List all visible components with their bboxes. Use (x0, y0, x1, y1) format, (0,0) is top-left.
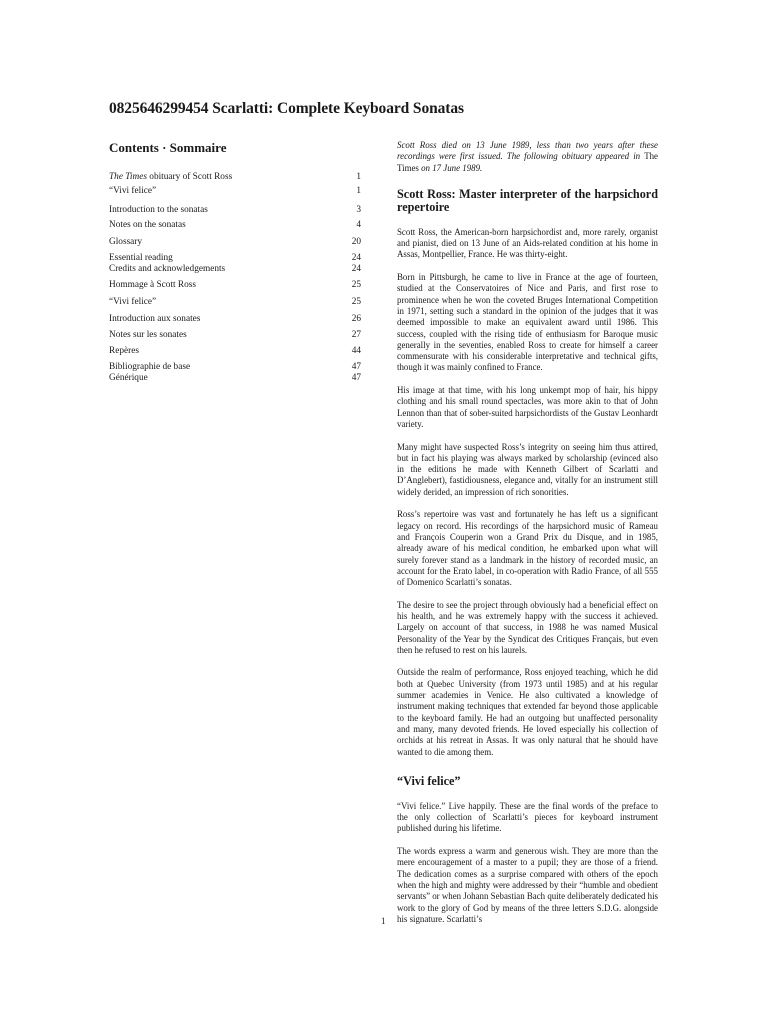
toc-entry-label: “Vivi felice” (109, 186, 157, 196)
toc-entry[interactable] (109, 172, 361, 184)
toc-entry-label: Glossary (109, 237, 143, 247)
article-paragraph: Born in Pittsburgh, he came to live in France at the age of fourteen, studied at the Conservatoires of Nice and Paris, and first rose to prominence when he won the coveted Bruges International Competition in 1971, setting such a standard in the opinion of the judges that it was deemed impossible to make an equivalent award until 1986. This success, coupled with the rising tide of enthusiasm for Baroque music generally in the seventies, enabled Ross to create for himself a career commensurate with his considerable interpretative and technical gifts, though it was mainly confined to France. (397, 272, 658, 373)
toc-entry-page: 44 (351, 346, 361, 356)
article-title: Scott Ross: Master interpreter of the harpsichord repertoire (397, 186, 658, 214)
toc-entry-label: obituary of Scott Ross (146, 172, 233, 182)
document-title: 0825646299454 Scarlatti: Complete Keyboard Sonatas (109, 100, 464, 117)
toc-entry-label: Repères (109, 346, 139, 356)
toc-entry[interactable] (109, 330, 361, 342)
toc-entry[interactable] (109, 297, 361, 309)
toc-entry[interactable] (109, 346, 361, 358)
toc-entry-page: 24 (351, 264, 361, 274)
section-paragraph: “Vivi felice.” Live happily. These are the final words of the preface to the only collection of Scarlatti’s pieces for keyboard instrument published during his lifetime. (397, 800, 658, 834)
toc-heading: Contents · Sommaire (109, 140, 227, 155)
toc-entry-page: 26 (351, 314, 361, 324)
toc-entry[interactable] (109, 253, 361, 265)
toc-entry[interactable] (109, 205, 361, 217)
toc-entry-page: 4 (356, 220, 361, 230)
toc-entry-label: Générique (109, 373, 148, 383)
section-paragraph: The words express a warm and generous wish. They are more than the mere encouragement of a master to a pupil; they are those of a friend. The dedication comes as a surprise compared with others of the epoch when the high and mighty were addressed by their “humble and obedient servants” or when Johann Sebastian Bach quite deliberately dedicated his work to the glory of God by means of the three letters S.D.G. alongside his signature. Scarlatti’s (397, 846, 658, 924)
toc-entry[interactable] (109, 280, 361, 292)
toc-entry-page: 1 (356, 172, 361, 182)
toc-entry-label-italic: The Times (109, 172, 147, 182)
article-paragraph: The desire to see the project through obviously had a beneficial effect on his health, and he was extremely happy with the success it achieved. Largely on account of that success, in 1988 he was named Musical Personality of the Year by the Syndicat des Critiques Français, but even then he refused to rest on his laurels. (397, 599, 658, 655)
obituary-intro (397, 140, 658, 174)
toc-entry[interactable] (109, 264, 361, 276)
toc-entry[interactable] (109, 314, 361, 326)
article-paragraph: Ross’s repertoire was vast and fortunately he has left us a significant legacy on record. His recordings of the harpsichord music of Rameau and François Couperin won a Grand Prix du Disque, and in 1985, already aware of his medical condition, he embarked upon what will surely forever stand as a landmark in the history of recorded music, an account for the Erato label, in co-operation with Radio France, of all 555 of Domenico Scarlatti’s sonatas. (397, 509, 658, 588)
intro-italic-text: Scott Ross died on 13 June 1989, less than two years after these recordings were first issued. The following obituary appeared in (397, 140, 658, 162)
toc-entry-label: Essential reading (109, 253, 173, 263)
page-number: 1 (381, 916, 386, 926)
toc-entry-label: Introduction aux sonates (109, 314, 201, 324)
intro-italic-end: on 17 June 1989. (418, 162, 483, 173)
toc-entry[interactable] (109, 220, 361, 232)
toc-entry-page: 47 (351, 373, 361, 383)
toc-entry-label: “Vivi felice” (109, 297, 157, 307)
article-paragraph: His image at that time, with his long unkempt mop of hair, his hippy clothing and his small round spectacles, was more akin to that of John Lennon than that of sober-suited harpsichordists of the Gustav Leonhardt variety. (397, 385, 658, 429)
toc-entry[interactable] (109, 186, 361, 198)
obituary-column (397, 140, 658, 936)
toc-entry[interactable] (109, 362, 361, 374)
article-paragraph: Scott Ross, the American-born harpsichordist and, more rarely, organist and pianist, died on 13 June of an Aids-related condition at his home in Assas, Montpellier, France. He was thirty-eight. (397, 226, 658, 260)
intro-publication-name: The Times (397, 151, 658, 173)
toc-entry-label: Introduction to the sonatas (109, 205, 208, 215)
section-title-vivi-felice: “Vivi felice” (397, 773, 461, 788)
article-paragraph: Outside the realm of performance, Ross enjoyed teaching, which he did both at Quebec University (from 1973 until 1985) and at his regular summer academies in Venice. He also cultivated a knowledge of instrument making techniques that extended far beyond those applicable to the keyboard family. He had an outgoing but unaffected personality and many, many devoted friends. He loved especially his collection of orchids at his retreat in Assas. It was only natural that he should have wanted to die among them. (397, 667, 658, 757)
toc-entry-page: 1 (356, 186, 361, 196)
toc-entry-label: Credits and acknowledgements (109, 264, 226, 274)
toc-entry[interactable] (109, 373, 361, 385)
toc-entry-page: 25 (351, 280, 361, 290)
toc-entry-page: 20 (351, 237, 361, 247)
toc-entry-page: 24 (351, 253, 361, 263)
toc-entry-label: Bibliographie de base (109, 362, 191, 372)
article-paragraph: Many might have suspected Ross’s integrity on seeing him thus attired, but in fact his playing was always marked by scholarship (evinced also in the editions he made with Kenneth Gilbert of Scarlatti and D’Anglebert), fastidiousness, elegance and, vitally for an instrument still widely derided, an impression of rich sonorities. (397, 441, 658, 497)
toc-entry[interactable] (109, 237, 361, 249)
toc-entry-label: Hommage à Scott Ross (109, 280, 197, 290)
toc-entry-page: 3 (356, 205, 361, 215)
toc-entry-label: Notes sur les sonates (109, 330, 187, 340)
toc-entry-label: Notes on the sonatas (109, 220, 186, 230)
toc-entry-page: 47 (351, 362, 361, 372)
toc-entry-page: 27 (351, 330, 361, 340)
toc-entry-page: 25 (351, 297, 361, 307)
